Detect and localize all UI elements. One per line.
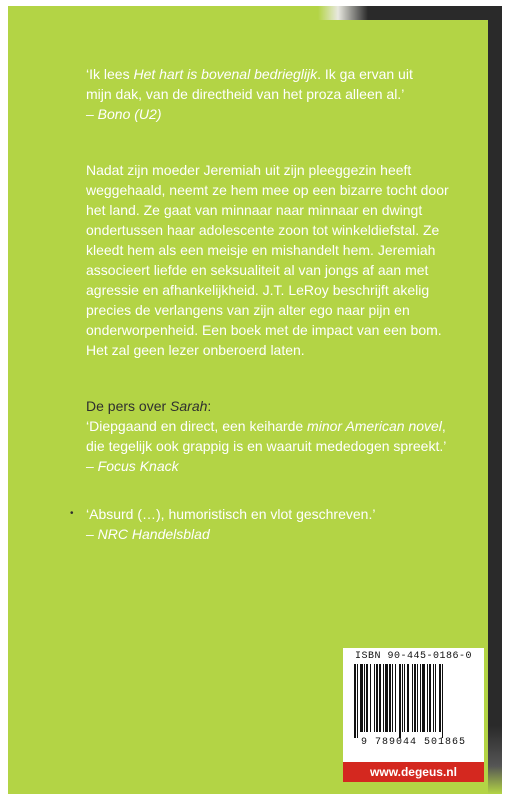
synopsis-line: Nadat zijn moeder Jeremiah uit zijn pleeggezin heeft — [86, 162, 412, 178]
spine-top-edge — [8, 6, 502, 20]
publisher-website[interactable]: www.degeus.nl — [343, 762, 484, 782]
bono-quote — [86, 64, 466, 124]
synopsis-line: Het zal geen lezer onberoerd laten. — [86, 342, 305, 358]
synopsis-line: agressie en afhankelijkheid. J.T. LeRoy beschrijft akelig — [86, 282, 430, 298]
barcode-box — [343, 648, 484, 762]
book-title-italic: Het hart is bovenal bedrieglijk — [133, 66, 318, 82]
cover-text — [70, 64, 466, 544]
nrc-quote — [70, 504, 466, 544]
press-section — [70, 396, 466, 544]
synopsis-line: ondertussen haar adolescente zoon tot winkeldiefstal. Ze — [86, 222, 440, 238]
nrc-line-1: ‘Absurd (…), humoristisch en vlot geschreven.’ — [86, 506, 376, 522]
isbn-text: ISBN 90-445-0186-0 — [354, 651, 473, 662]
bullet-mark: • — [70, 508, 74, 519]
synopsis-line: kleedt hem als een meisje en mishandelt hem. Jeremiah — [86, 242, 436, 258]
nrc-attribution: – NRC Handelsblad — [86, 526, 210, 542]
focus-knack-attribution: – Focus Knack — [86, 458, 179, 474]
synopsis-line: onderworpenheid. Een boek met de impact van een bom. — [86, 322, 442, 338]
spine-right-edge — [488, 6, 502, 794]
bono-quote-line-1: ‘Ik lees Het hart is bovenal bedrieglijk. Ik ga ervan uit — [86, 66, 413, 82]
focus-knack-quote — [86, 416, 466, 476]
press-heading: De pers over Sarah: — [86, 398, 212, 414]
focus-knack-line-1: ‘Diepgaand en direct, een keiharde minor American novel, — [86, 418, 446, 434]
synopsis-line: associeert liefde en seksualiteit al van jongs af aan met — [86, 262, 429, 278]
bono-attribution: – Bono (U2) — [86, 106, 162, 122]
synopsis-line: weggehaald, neemt ze hem mee op een bizarre tocht door — [86, 182, 449, 198]
book-back-cover — [8, 6, 502, 794]
synopsis-line: het land. Ze gaat van minnaar naar minnaar en dwingt — [86, 202, 423, 218]
focus-knack-line-2: die tegelijk ook grappig is en waaruit mededogen spreekt.’ — [86, 438, 447, 454]
synopsis-line: precies de verlangens van zijn alter ego naar pijn en — [86, 302, 410, 318]
bono-quote-line-2: mijn dak, van de directheid van het proza alleen al.’ — [86, 86, 405, 102]
barcode-icon — [350, 664, 478, 738]
synopsis — [86, 160, 466, 360]
ean-text: 9 789044 501865 — [360, 737, 466, 748]
